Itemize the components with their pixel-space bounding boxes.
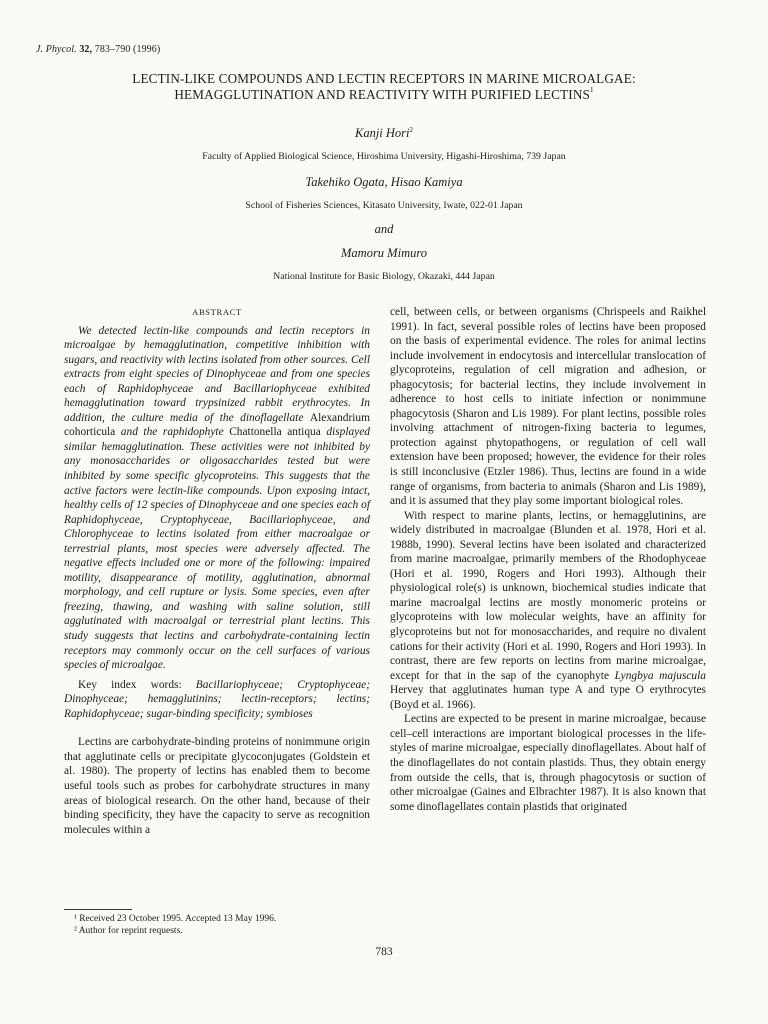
footnote-1: ¹ Received 23 October 1995. Accepted 13 May 1996. (74, 914, 277, 924)
abstract-text: We detected lectin-like compounds and lectin receptors in microalgae by hemagglutination, competitive inhibition with sugars, and reactivity with lectins isolated from other sources. Cell extracts from eight species of Dinophyceae and from one species each of Raphidophyceae and Bacillariophyceae exhibited hemagglutination toward trypsinized rabbit erythrocytes. In addition, the culture media of the dinoflagellate Alexandrium cohorticula and the raphidophyte Chattonella antiqua displayed similar hemagglutination. These activities were not inhibited by any monosaccharides or oligosaccharides tested but were inhibited by some specific glycoproteins. This suggests that the active factors were lectin-like compounds. Upon exposing intact, healthy cells of 12 species of Dinophyceae and one species each of Raphidophyceae, Cryptophyceae, Bacillariophyceae, and Chlorophyceae to lectins isolated from either macroalgae or terrestrial plants, most species were adversely affected. The negative effects included one or more of the following: impaired motility, disappearance of motility, agglutination, abnormal morphology, and cell rupture or lysis. Some species, even after freezing, thawing, and washing with saline solution, still agglutinated with macroalgal or terrestrial plant lectins. This study suggests that lectins and carbohydrate-containing lectin receptors may commonly occur on the cell surfaces of various species of microalgae. (64, 324, 370, 672)
affiliation-3: National Institute for Basic Biology, Okazaki, 444 Japan (273, 271, 495, 282)
right-column (390, 305, 706, 814)
author-1: Kanji Hori$^2$ (354, 126, 414, 140)
author-footnote-mark: 2 (409, 126, 414, 134)
page-number: 783 (375, 946, 393, 958)
footnote-2: ² Author for reprint requests. (74, 926, 183, 936)
title-line-1: LECTIN-LIKE COMPOUNDS AND LECTIN RECEPTORS IN MARINE MICROALGAE: (132, 71, 636, 86)
body-paragraph-3: Lectins are expected to be present in marine microalgae, because cell–cell interactions are important biological processes in the life-styles of marine microalgae, especially dinoflagellates. About half of the dinoflagellates do not contain plastids. Thus, they obtain energy from outside the cells, that is, through phagocytosis or suction of other microalgae (Gaines and Elbrachter 1987). It is also known that some dinoflagellates contain plastids that originated (390, 713, 706, 813)
and-connector: and (374, 222, 394, 236)
keywords: Key index words: Bacillariophyceae; Cryptophyceae; Dinophyceae; hemagglutinins; lectin-receptors; lectins; Raphidophyceae; sugar-binding specificity; symbioses (64, 678, 370, 720)
footnote-divider (64, 909, 132, 910)
affiliation-2: School of Fisheries Sciences, Kitasato University, Iwate, 022-01 Japan (245, 200, 523, 211)
journal-pages: 783–790 (1996) (94, 44, 161, 55)
left-column (64, 305, 370, 837)
article-title (40, 71, 728, 102)
species-alexandrium: Alexandrium cohorticula (64, 411, 370, 439)
species-chattonella: Chattonella antiqua (229, 426, 321, 439)
title-footnote-mark: 1 (589, 85, 594, 94)
species-lyngbya: Lyngbya majuscula (614, 669, 706, 682)
author-3: Mamoru Mimuro (341, 246, 427, 260)
footnotes (64, 913, 370, 937)
body-paragraph-1: cell, between cells, or between organisms (Chrispeels and Raikhel 1991). In fact, several possible roles of lectins have been proposed on the basis of experimental evidence. The roles for animal lectins include involvement in endocytosis and intercellular translocation of glycoproteins, regulation of cell migration and adhesion, or phagocytosis; for bacterial lectins, they include involvement in adherence to host cells to initiate infection or nonimmune phagocytosis (Sharon and Lis 1989). For plant lectins, possible roles involving attachment of nitrogen-fixing bacteria to legumes, protection against phytopathogens, or regulation of cell wall extension have been proposed; however, the evidence for their roles is still inconclusive (Etzler 1986). Thus, lectins are found in a wide range of organisms, from bacteria to animals (Sharon and Lis 1989), and it is assumed that they play some important biological roles. (390, 306, 706, 508)
journal-citation (36, 44, 160, 55)
journal-volume: 32, (79, 44, 93, 55)
intro-paragraph-1: Lectins are carbohydrate-binding proteins of nonimmune origin that agglutinate cells or precipitate glycoconjugates (Goldstein et al. 1980). The property of lectins has enabled them to become useful tools such as probes for carbohydrate structures in many areas of biological research. On the other hand, because of their binding specificity, they have the capacity to serve as recognition molecules within a (64, 736, 370, 836)
title-line-2: HEMAGGLUTINATION AND REACTIVITY WITH PURIFIED LECTINS$^1$ (174, 85, 594, 102)
journal-name: J. Phycol. (36, 44, 77, 55)
affiliation-1: Faculty of Applied Biological Science, Hiroshima University, Higashi-Hiroshima, 739 Japan (202, 151, 566, 162)
body-paragraph-2: With respect to marine plants, lectins, or hemagglutinins, are widely distributed in macroalgae (Blunden et al. 1978, Hori et al. 1988b, 1990). Several lectins have been isolated and characterized from marine macroalgae, primarily members of the Rhodophyceae (Hori et al. 1990, Rogers and Hori 1993). Although their physiological role(s) is unknown, biochemical studies indicate that marine macroalgal lectins are mostly monomeric proteins or glycoproteins with low molecular weights, have an affinity for glycoproteins but not for monosaccharides, and require no divalent cations for their activity (Hori et al. 1990, Rogers and Hori 1993). In contrast, there are few reports on lectins from marine microalgae, except for that in the sap of the cyanophyte Lyngbya majuscula Hervey that agglutinates human type A and type O erythrocytes (Boyd et al. 1966). (390, 509, 706, 711)
abstract-heading: ABSTRACT (192, 307, 242, 317)
author-2: Takehiko Ogata, Hisao Kamiya (305, 175, 463, 189)
keywords-label: Key index words: (78, 678, 182, 691)
